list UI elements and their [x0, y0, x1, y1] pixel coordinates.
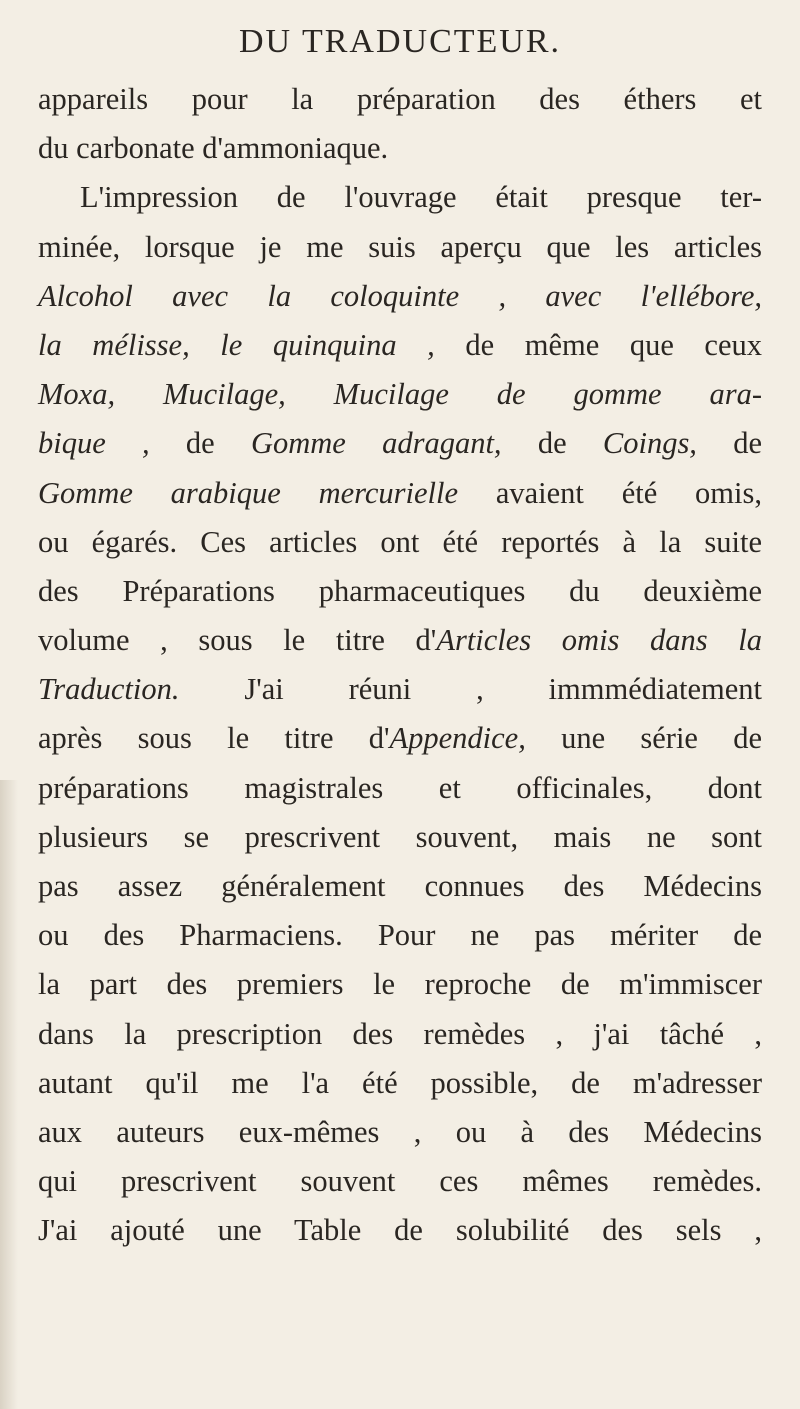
- text-line: [38, 75, 762, 124]
- italic-segment: Articles omis dans la: [436, 623, 762, 658]
- italic-segment: Traduction.: [38, 672, 180, 707]
- text-line: [38, 173, 762, 222]
- italic-segment: Appendice,: [389, 721, 526, 756]
- text-segment: L'impression de l'ouvrage était presque ter-: [80, 180, 762, 215]
- text-segment: aux auteurs eux-mêmes , ou à des Médecins: [38, 1114, 762, 1149]
- text-segment: pas assez généralement connues des Médecins: [38, 869, 762, 903]
- text-line: [38, 370, 762, 419]
- italic-segment: Coings,: [602, 426, 697, 461]
- text-line: [38, 1108, 762, 1157]
- text-segment: une série de: [525, 721, 762, 756]
- text-segment: des Préparations pharmaceutiques du deuxième: [38, 573, 762, 608]
- page-gutter-shadow: [0, 780, 18, 1409]
- text-line: [38, 469, 762, 518]
- text-segment: après sous le titre d': [38, 721, 390, 756]
- italic-segment: bique ,: [38, 426, 150, 461]
- text-segment: de: [501, 426, 603, 461]
- text-line: [38, 813, 762, 862]
- text-line: [38, 764, 762, 813]
- italic-segment: Gomme adragant,: [250, 426, 502, 461]
- italic-segment: Gomme arabique mercurielle: [38, 475, 459, 510]
- text-segment: ou égarés. Ces articles ont été reportés à la suite: [38, 524, 762, 559]
- text-line: [38, 567, 762, 616]
- text-line: [38, 321, 762, 370]
- text-line: [38, 124, 762, 173]
- italic-segment: Alcohol avec la coloquinte , avec l'ellébore,: [38, 278, 762, 313]
- text-segment: autant qu'il me l'a été possible, de m'adresser: [38, 1065, 762, 1100]
- text-segment: de même que ceux: [434, 327, 762, 362]
- text-line: [38, 518, 762, 567]
- text-segment: plusieurs se prescrivent souvent, mais ne sont: [38, 819, 762, 854]
- text-line: [38, 1206, 762, 1255]
- text-segment: de: [149, 426, 251, 461]
- italic-segment: la mélisse, le quinquina ,: [38, 327, 435, 362]
- text-line: [38, 616, 762, 665]
- text-line: [38, 665, 762, 714]
- text-segment: préparations magistrales et officinales, dont: [38, 770, 762, 805]
- text-line: [38, 862, 762, 911]
- text-segment: J'ai ajouté une Table de solubilité des sels ,: [38, 1213, 762, 1248]
- text-line: [38, 911, 762, 960]
- text-line: [38, 1059, 762, 1108]
- text-line: [38, 1157, 762, 1206]
- text-segment: qui prescrivent souvent ces mêmes remèdes.: [38, 1164, 762, 1199]
- text-segment: dans la prescription des remèdes , j'ai tâché ,: [38, 1016, 762, 1051]
- text-line: [38, 714, 762, 763]
- text-segment: de: [696, 426, 762, 461]
- text-segment: J'ai réuni , immmédiatement: [179, 672, 762, 707]
- text-line: [38, 223, 762, 272]
- text-line: [38, 272, 762, 321]
- text-line: [38, 1010, 762, 1059]
- running-header: DU TRADUCTEUR.: [238, 23, 562, 60]
- text-segment: appareils pour la préparation des éthers et: [38, 82, 762, 116]
- text-line: [38, 419, 762, 468]
- text-segment: ou des Pharmaciens. Pour ne pas mériter de: [38, 918, 762, 953]
- text-segment: du carbonate d'ammoniaque.: [38, 131, 389, 166]
- text-line: [38, 960, 762, 1009]
- text-segment: avaient été omis,: [458, 475, 762, 510]
- italic-segment: Moxa, Mucilage, Mucilage de gomme ara-: [38, 377, 762, 412]
- body-text: [38, 75, 762, 1256]
- text-segment: volume , sous le titre d': [38, 623, 437, 658]
- text-segment: minée, lorsque je me suis aperçu que les articles: [38, 229, 762, 264]
- text-segment: la part des premiers le reproche de m'immiscer: [38, 967, 762, 1002]
